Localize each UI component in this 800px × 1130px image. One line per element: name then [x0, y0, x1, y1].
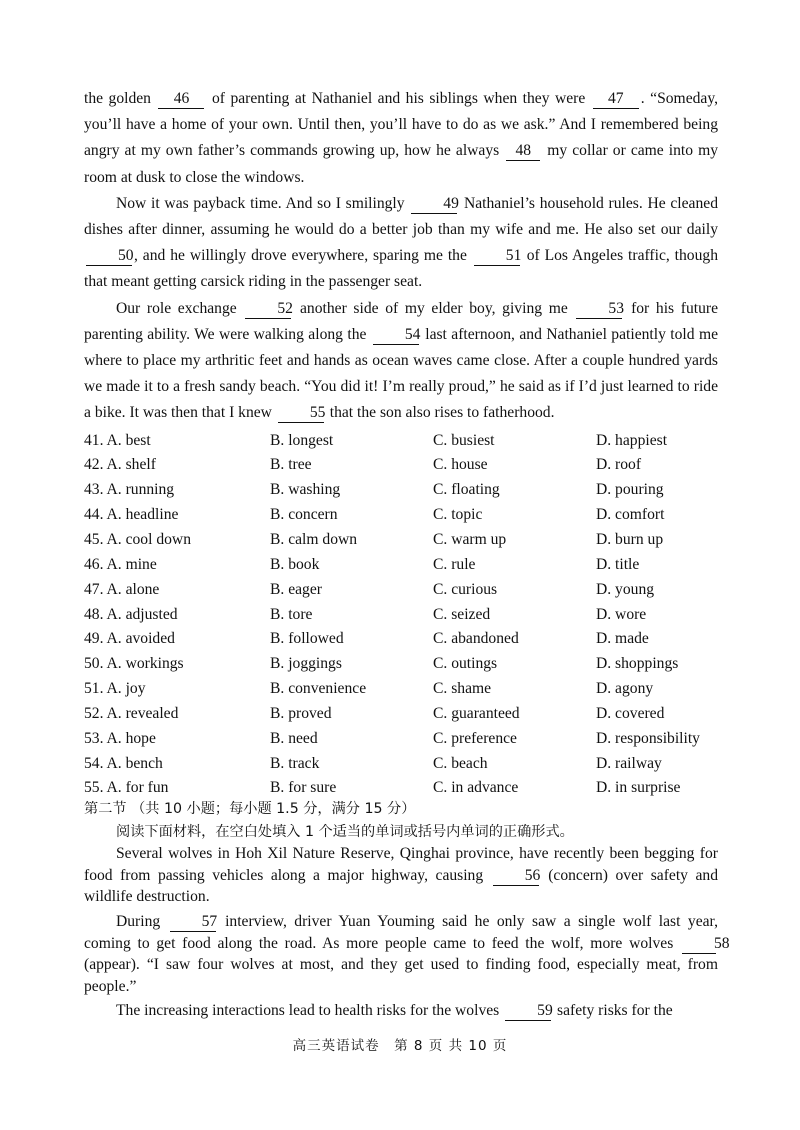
passage-paragraph-2: Now it was payback time. And so I smilingly 49 Nathaniel’s household rules. He cleaned dishes after dinner, assuming he would do a better job than my wife and me. He also set our daily 50, and he willingly drove everywhere, sparing me the 51 of Los Angeles traffic, though that meant getting carsick riding in the passenger seat.	[84, 194, 718, 291]
option-row-42: 42. A. shelf B. tree C. house D. roof	[84, 456, 642, 474]
option-row-46: 46. A. mine B. book C. rule D. title	[84, 555, 640, 573]
option-row-53: 53. A. hope B. need C. preference D. responsibility	[84, 729, 700, 747]
page-footer: 高三英语试卷 第 8 页 共 10 页	[292, 1038, 508, 1054]
exam-page	[84, 86, 730, 1022]
blank-51: 51	[474, 247, 520, 266]
passage-paragraph-3: Our role exchange 52 another side of my elder boy, giving me 53 for his future parenting ability. We were walking along the 54 last afternoon, and Nathaniel patiently told me where to place my arthritic feet and hands as ocean waves came close. After a couple hundred yards we made it to a fresh sandy beach. “You did it! I’m really proud,” he said as if I’d just learned to ride a bike. It was then that I knew 55 that the son also rises to fatherhood.	[84, 299, 718, 422]
blank-57: 57	[170, 913, 216, 932]
passage-paragraph-1: the golden 46 of parenting at Nathaniel and his siblings when they were 47 . “Someday, you’ll have a home of your own. Until then, you’ll have to do as we ask.” And I remembered being angry at my own father’s commands growing up, how he always 48 my collar or came into my room at dusk to close the windows.	[84, 90, 719, 186]
blank-56: 56	[493, 867, 539, 886]
option-row-44: 44. A. headline B. concern C. topic D. comfort	[84, 506, 665, 524]
grammar-paragraph-1: Several wolves in Hoh Xil Nature Reserve, Qinghai province, have recently been begging for food from passing vehicles along a major highway, causing 56 (concern) over safety and wildlife destruction.	[84, 845, 718, 906]
option-row-54: 54. A. bench B. track C. beach D. railway	[84, 754, 662, 772]
blank-48: 48	[506, 142, 540, 161]
option-row-51: 51. A. joy B. convenience C. shame D. agony	[84, 680, 654, 698]
option-row-41: 41. A. best B. longest C. busiest D. happiest	[84, 431, 668, 449]
blank-49: 49	[411, 195, 457, 214]
option-row-49: 49. A. avoided B. followed C. abandoned D. made	[84, 630, 649, 648]
blank-54: 54	[373, 326, 419, 345]
option-row-47: 47. A. alone B. eager C. curious D. young	[84, 580, 655, 598]
blank-52: 52	[245, 300, 291, 319]
blank-47: 47	[593, 90, 639, 109]
option-row-50: 50. A. workings B. joggings C. outings D. shoppings	[84, 655, 679, 673]
option-row-43: 43. A. running B. washing C. floating D. pouring	[84, 481, 664, 499]
blank-46: 46	[158, 90, 204, 109]
blank-53: 53	[576, 300, 622, 319]
section-instruction: 阅读下面材料，在空白处填入 1 个适当的单词或括号内单词的正确形式。	[116, 824, 574, 841]
options-table	[84, 429, 718, 802]
blank-55: 55	[278, 404, 324, 423]
option-row-48: 48. A. adjusted B. tore C. seized D. wore	[84, 605, 647, 623]
blank-50: 50	[86, 247, 132, 266]
option-row-55: 55. A. for fun B. for sure C. in advance D. in surprise	[84, 779, 681, 797]
grammar-paragraph-2: During 57 interview, driver Yuan Youming said he only saw a single wolf last year, coming to get food along the road. As more people came to feed the wolf, more wolves 58 (appear). “I saw four wolves at most, and they get used to finding food, especially meat, from people.”	[84, 913, 730, 995]
option-row-52: 52. A. revealed B. proved C. guaranteed D. covered	[84, 704, 665, 722]
blank-59: 59	[505, 1002, 551, 1021]
option-row-45: 45. A. cool down B. calm down C. warm up D. burn up	[84, 531, 664, 549]
grammar-paragraph-3: The increasing interactions lead to health risks for the wolves 59 safety risks for the	[116, 1002, 673, 1020]
blank-58: 58	[682, 935, 716, 954]
section-heading: 第二节 （共 10 小题；每小题 1.5 分，满分 15 分）	[84, 801, 416, 818]
